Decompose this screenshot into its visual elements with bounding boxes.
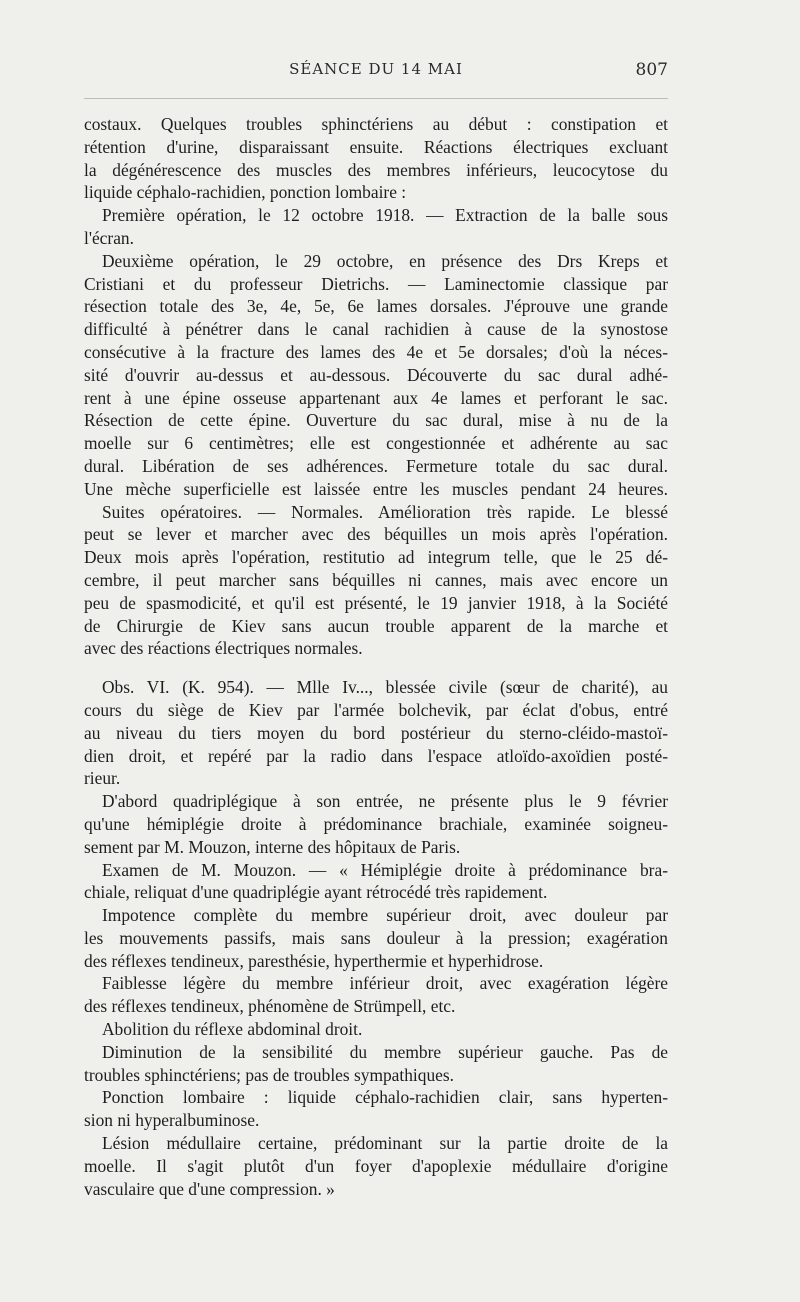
text-line: costaux. Quelques troubles sphinctériens au début : constipation et — [84, 114, 668, 134]
text-line: Examen de M. Mouzon. — « Hémiplégie droite à prédominance bra- — [102, 859, 668, 880]
page-header — [84, 60, 668, 82]
text-line: liquide céphalo-rachidien, ponction lombaire : — [84, 182, 407, 203]
text-line: Première opération, le 12 octobre 1918. — Extraction de la balle sous — [102, 205, 668, 226]
text-line: résection totale des 3e, 4e, 5e, 6e lames dorsales. J'éprouve une grande — [84, 296, 668, 317]
text-line: l'écran. — [84, 227, 134, 248]
header-rule — [84, 98, 668, 99]
text-line: D'abord quadriplégique à son entrée, ne présente plus le 9 février — [102, 791, 668, 812]
text-line: sion ni hyperalbuminose. — [84, 1110, 260, 1131]
text-line: les mouvements passifs, mais sans douleur à la pression; exagération — [84, 927, 668, 948]
page-number: 807 — [635, 60, 668, 80]
text-line: Deux mois après l'opération, restitutio ad integrum telle, que le 25 dé- — [84, 547, 668, 568]
text-line: chiale, reliquat d'une quadriplégie ayant rétrocédé très rapidement. — [84, 882, 548, 903]
text-line: Lésion médullaire certaine, prédominant sur la partie droite de la — [102, 1133, 668, 1154]
text-line: dien droit, et repéré par la radio dans l'espace atloïdo-axoïdien posté- — [84, 745, 668, 766]
text-line: de Chirurgie de Kiev sans aucun trouble apparent de la marche et — [84, 615, 668, 636]
text-line: sité d'ouvrir au-dessus et au-dessous. Découverte du sac dural adhé- — [84, 364, 668, 385]
text-line: peut se lever et marcher avec des béquilles un mois après l'opération. — [84, 524, 668, 545]
text-line: Cristiani et du professeur Dietrichs. — Laminectomie classique par — [84, 273, 668, 294]
text-line: des réflexes tendineux, paresthésie, hyperthermie et hyperhidrose. — [84, 950, 544, 971]
paragraph-gap — [84, 660, 668, 676]
text-line: rétention d'urine, disparaissant ensuite. Réactions électriques excluant — [84, 136, 668, 157]
text-line: Deuxième opération, le 29 octobre, en présence des Drs Kreps et — [102, 250, 668, 271]
text-line: Diminution de la sensibilité du membre supérieur gauche. Pas de — [102, 1041, 668, 1062]
text-line: difficulté à pénétrer dans le canal rachidien à cause de la synostose — [84, 319, 668, 340]
text-line: cours du siège de Kiev par l'armée bolchevik, par éclat d'obus, entré — [84, 699, 668, 720]
text-line: Résection de cette épine. Ouverture du sac dural, mise à nu de la — [84, 410, 668, 431]
text-line: avec des réactions électriques normales. — [84, 638, 363, 659]
text-line: vasculaire que d'une compression. » — [84, 1178, 335, 1199]
body-text — [84, 113, 668, 1200]
text-line: Faiblesse légère du membre inférieur droit, avec exagération légère — [102, 973, 668, 994]
text-line: qu'une hémiplégie droite à prédominance brachiale, examinée soigneu- — [84, 813, 668, 834]
text-line: Obs. VI. (K. 954). — Mlle Iv..., blessée civile (sœur de charité), au — [102, 677, 668, 698]
text-line: Impotence complète du membre supérieur droit, avec douleur par — [102, 905, 668, 926]
text-line: moelle sur 6 centimètres; elle est congestionnée et adhérente au sac — [84, 433, 668, 454]
text-line: Une mèche superficielle est laissée entre les muscles pendant 24 heures. — [84, 478, 668, 499]
text-line: Suites opératoires. — Normales. Amélioration très rapide. Le blessé — [102, 501, 668, 522]
text-line: Ponction lombaire : liquide céphalo-rachidien clair, sans hyperten- — [102, 1087, 668, 1108]
text-line: consécutive à la fracture des lames des 4e et 5e dorsales; d'où la néces- — [84, 341, 668, 362]
text-line: troubles sphinctériens; pas de troubles sympathiques. — [84, 1064, 454, 1085]
text-line: Abolition du réflexe abdominal droit. — [102, 1019, 363, 1040]
text-line: cembre, il peut marcher sans béquilles ni cannes, mais avec encore un — [84, 569, 668, 590]
text-line: la dégénérescence des muscles des membres inférieurs, leucocytose du — [84, 159, 668, 180]
text-line: peu de spasmodicité, et qu'il est présenté, le 19 janvier 1918, à la Société — [84, 592, 668, 613]
text-line: rieur. — [84, 768, 121, 789]
running-title: SÉANCE DU 14 MAI — [289, 60, 463, 78]
text-line: dural. Libération de ses adhérences. Fermeture totale du sac dural. — [84, 455, 668, 476]
text-line: des réflexes tendineux, phénomène de Strümpell, etc. — [84, 996, 456, 1017]
text-line: sement par M. Mouzon, interne des hôpitaux de Paris. — [84, 836, 461, 857]
text-line: rent à une épine osseuse appartenant aux 4e lames et perforant le sac. — [84, 387, 668, 408]
text-line: moelle. Il s'agit plutôt d'un foyer d'apoplexie médullaire d'origine — [84, 1155, 668, 1176]
text-line: au niveau du tiers moyen du bord postérieur du sterno-cléido-mastoï- — [84, 722, 668, 743]
